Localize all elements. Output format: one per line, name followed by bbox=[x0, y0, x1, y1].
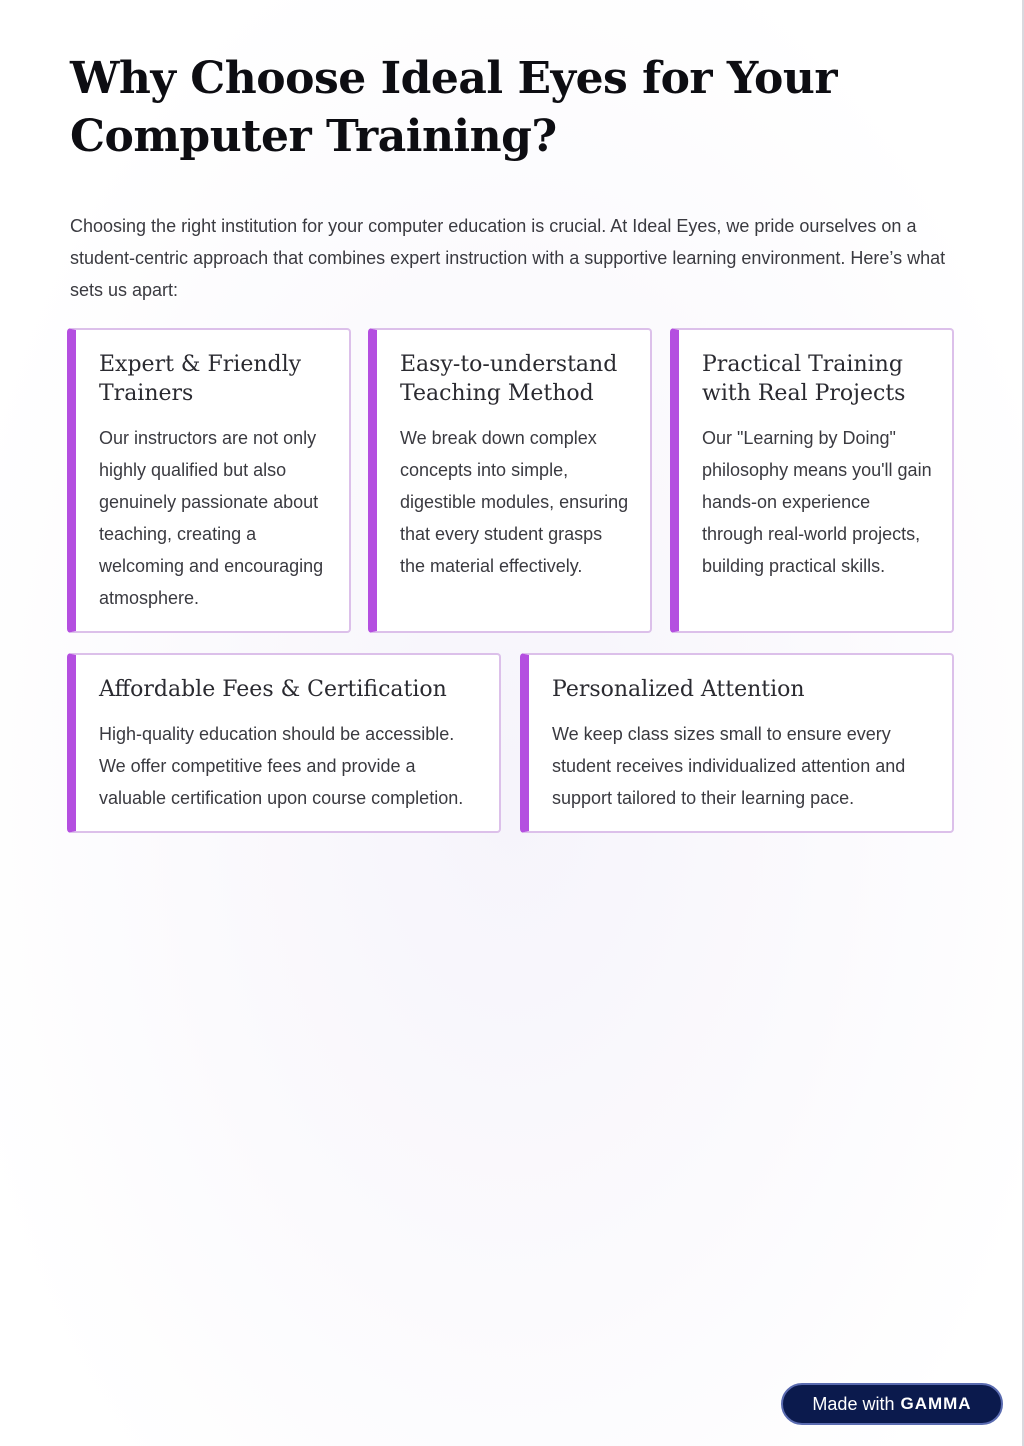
feature-card-heading: Affordable Fees & Certification bbox=[99, 677, 447, 702]
feature-card-body: We keep class sizes small to ensure every student receives individualized attention and support tailored to their learning pace. bbox=[552, 724, 906, 808]
made-with-gamma-badge[interactable] bbox=[781, 1383, 1003, 1425]
gamma-logo: GAMMA bbox=[900, 1394, 972, 1413]
feature-card-heading: Personalized Attention bbox=[552, 677, 805, 702]
page-title: Why Choose Ideal Eyes for Your Computer Training? bbox=[70, 53, 838, 162]
feature-card-body: We break down complex concepts into simple, digestible modules, ensuring that every student grasps the material effectively. bbox=[400, 428, 629, 576]
intro-paragraph: Choosing the right institution for your computer education is crucial. At Ideal Eyes, we pride ourselves on a student-centric approach that combines expert instruction with a supportive learning environment. Here’s what sets us apart: bbox=[70, 216, 946, 300]
feature-card-practical-training bbox=[670, 328, 954, 633]
feature-card-affordable-fees bbox=[67, 653, 501, 833]
feature-card-teaching-method bbox=[368, 328, 652, 633]
feature-card-body: High-quality education should be accessible. We offer competitive fees and provide a valuable certification upon course completion. bbox=[99, 724, 464, 808]
feature-card-body: Our "Learning by Doing" philosophy means you'll gain hands-on experience through real-world projects, building practical skills. bbox=[702, 428, 932, 576]
feature-card-personalized-attention bbox=[520, 653, 954, 833]
feature-card-expert-trainers bbox=[67, 328, 351, 633]
feature-card-heading: Easy-to-understand Teaching Method bbox=[400, 352, 618, 406]
feature-card-heading: Expert & Friendly Trainers bbox=[99, 352, 302, 406]
feature-card-heading: Practical Training with Real Projects bbox=[702, 352, 906, 406]
badge-prefix-text: Made with bbox=[812, 1393, 895, 1414]
feature-card-body: Our instructors are not only highly qualified but also genuinely passionate about teaching, creating a welcoming and encouraging atmosphere. bbox=[99, 428, 324, 608]
